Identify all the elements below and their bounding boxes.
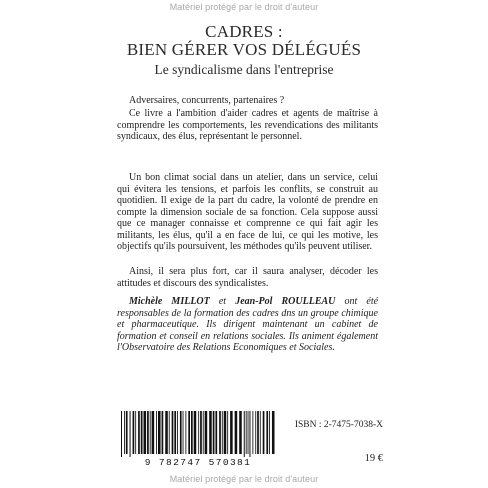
barcode-bar [141,411,143,454]
author-name-1: Michèle MILLOT [129,296,210,307]
barcode-bar [209,411,212,454]
barcode-bar [150,411,151,454]
barcode-bar [126,411,128,454]
book-subtitle: Le syndicalisme dans l'entreprise [154,62,334,77]
barcode-bar [205,411,208,454]
barcode-bar [246,411,247,454]
barcode-bar [230,411,233,454]
barcode-digits: 9 782747 570381 [144,457,252,468]
barcode-bar [172,411,174,454]
barcode-bars [121,411,275,457]
barcode-bar [248,411,249,454]
barcode-bar [219,411,221,454]
barcode-bar [147,411,149,454]
barcode-bar [185,411,186,454]
intro-question: Adversaires, concurrents, partenaires ? [129,95,285,106]
barcode-bar [260,411,261,454]
barcode-bar [158,411,161,454]
paragraph-ambition: Ce livre a l'ambition d'aider cadres et agents de maîtrise à comprendre les comportements, les revendications des militants syndicaux, des élus, représentant le personnel. [117,108,378,142]
barcode-bar [269,411,270,454]
barcode-bar [244,411,245,457]
book-title-line-1: CADRES : [205,22,283,41]
copyright-watermark-top: Matériel protégé par le droit d'auteur [169,2,319,12]
barcode-bar [222,411,223,454]
barcode-bar [183,411,184,454]
barcode-bar [169,411,170,454]
barcode-bar [162,411,164,454]
barcode-bar [194,411,197,454]
barcode-bar [203,411,204,454]
barcode-bar [227,411,228,454]
author-bio [117,296,378,354]
paragraph-climat-social: Un bon climat social dans un atelier, dans un service, celui qui évitera les tensions, et parfois les conflits, se construit au quotidien. Il exige de la part du cadre, la volonté de prendre en compte la dimension sociale de sa fonction. Cela suppose aussi que ce manager connaisse et comprenne ce qui fait agir les militants, les élus, qu'il a en face de lui, ce qui les motive, les objectifs qu'ils poursuivent, les méthodes qu'ils peuvent utiliser. [117,172,378,252]
barcode-bar [215,411,217,454]
paragraph-conclusion: Ainsi, il sera plus fort, car il saura analyser, décoder les attitudes et discours des syndicalistes. [117,266,378,289]
barcode-bar [156,411,157,454]
barcode-bar [252,411,253,454]
barcode-bar [135,411,136,454]
barcode-bar [165,411,168,454]
barcode-bar [177,411,178,454]
barcode-bar [124,411,125,454]
barcode-bar [133,411,135,454]
barcode [117,411,279,468]
book-title-line-2: BIEN GÉRER VOS DÉLÉGUÉS [126,40,362,59]
author-connector: et [209,296,236,307]
barcode-bar [224,411,227,454]
barcode-bar [144,411,147,454]
barcode-bar [235,411,238,454]
barcode-bar [198,411,199,454]
barcode-bar [249,411,250,457]
barcode-bar [272,411,275,454]
barcode-bar [121,411,122,457]
barcode-bar [213,411,215,454]
barcode-bar [180,411,182,454]
barcode-bar [174,411,176,454]
isbn: ISBN : 2-7475-7038-X [294,420,383,430]
barcode-bar [257,411,259,454]
barcode-bar [200,411,202,454]
barcode-bar [255,411,256,454]
barcode-bar [138,411,140,454]
price: 19 € [364,453,383,464]
barcode-bar [130,411,131,457]
author-bio-text: ont été responsables de la formation des cadres dns un groupe chimique et pharmaceutique. Ils dirigent maintenant un cabinet de formation et conseil en relations sociales. Ils animent également l'Observatoire des Relations Economiques et Sociales. [117,296,379,353]
author-name-2: Jean-Pol ROULLEAU [235,296,336,307]
barcode-bar [239,411,242,454]
barcode-bar [152,411,155,454]
barcode-bar [266,411,268,454]
barcode-bar [188,411,190,454]
barcode-bar [191,411,193,454]
barcode-bar [263,411,265,454]
copyright-watermark-bottom: Matériel protégé par le droit d'auteur [169,474,319,484]
